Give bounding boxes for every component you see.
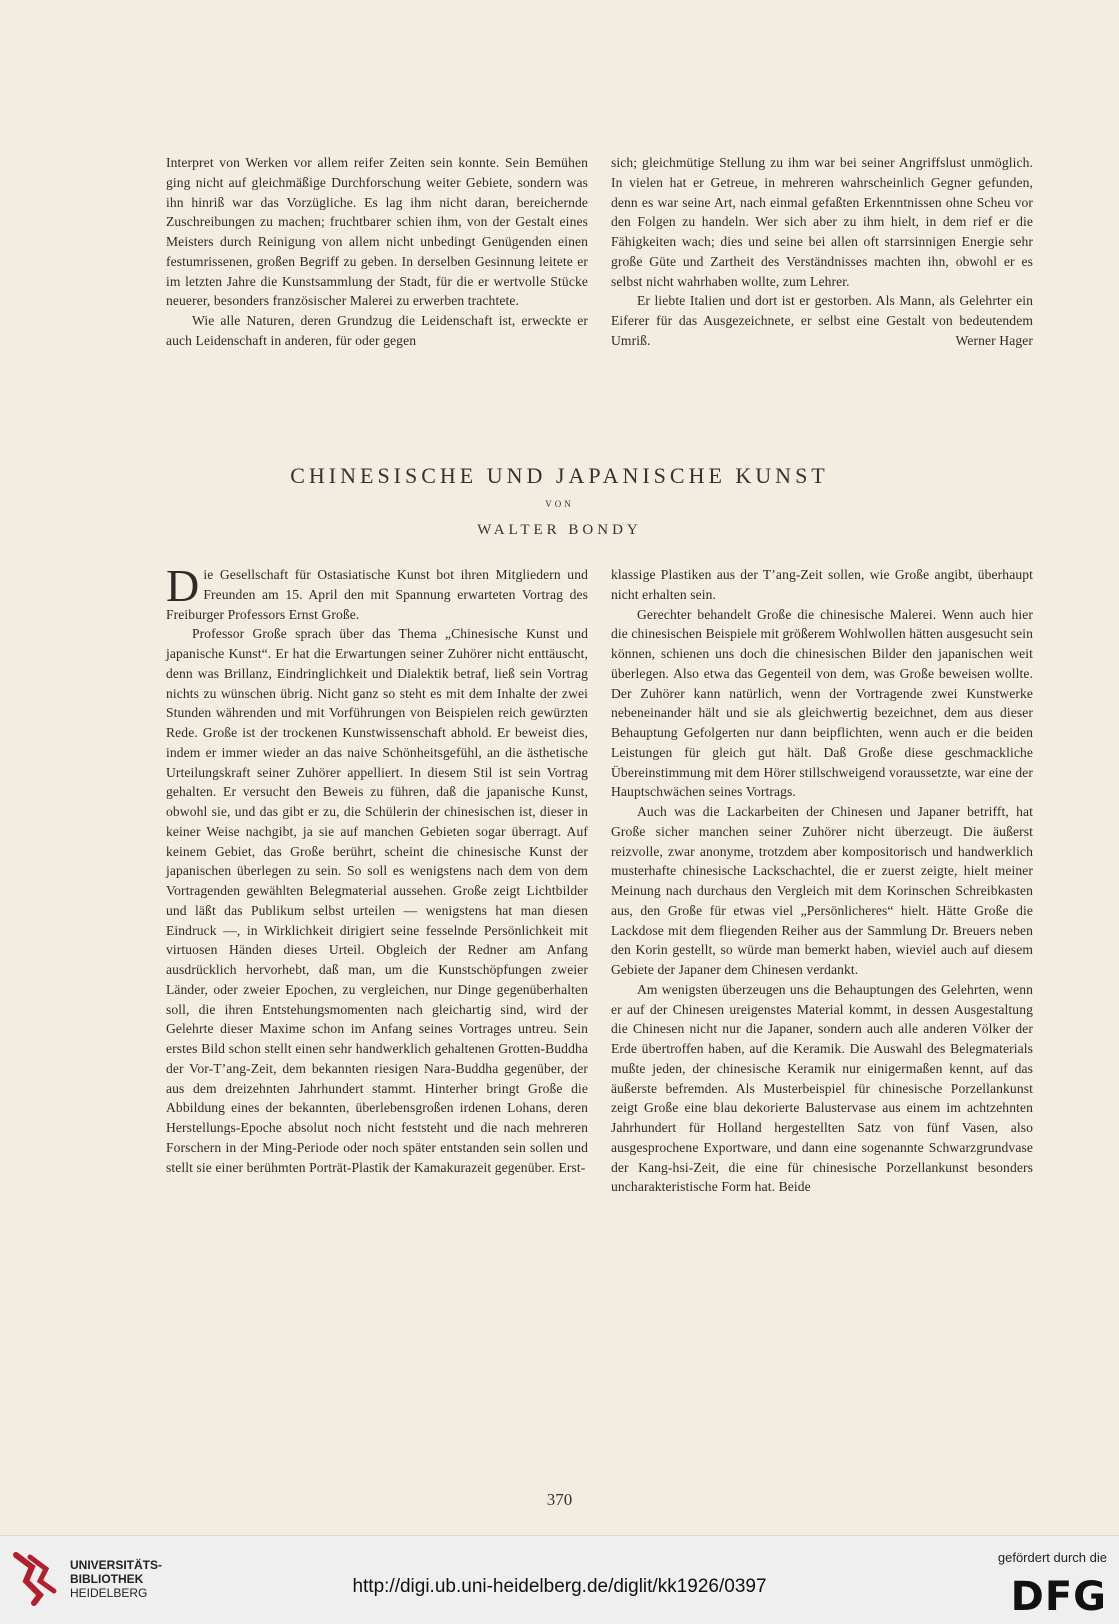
institution-line: HEIDELBERG [70, 1586, 148, 1600]
paragraph [611, 291, 1033, 350]
paragraph: Professor Große sprach über das Thema „Chinesische Kunst und japanische Kunst“. Er hat die Erwartungen seiner Zuhörer nicht enttäuscht, denn was Brillanz, Eindringlichkeit und Dialektik betraf, ließ sein Vortrag nichts zu wünschen übrig. Nicht ganz so steht es mit dem Inhalte der zwei Stunden währenden und mit Vorführungen von Beispielen reich gewürzten Rede. Große ist der trockenen Kunstwissenschaft abhold. Er beweist dies, indem er immer wieder an das naive Schönheitsgefühl, an die ästhetische Urteilungskraft seiner Zuhörer appelliert. In diesem Stil ist sein Vortrag gehalten. Er versucht den Beweis zu führen, daß die japanische Kunst, obwohl sie, und das gibt er zu, die Schülerin der chinesischen ist, dieser in keiner Weise nachgibt, ja sie auf manchen Gebieten sogar überragt. Auf keinem Gebiet, das Große berührt, scheint die chinesische Kunst der japanischen überlegen zu sein. So soll es wenigstens nach dem von dem Vortragenden gewählten Belegmaterial aussehen. Große zeigt Lichtbilder und läßt das Publikum selbst urteilen — wenigstens hat man diesen Eindruck —, in Wirklichkeit dirigiert seine fesselnde Persönlichkeit mit virtuosen Händen dieses Urteil. Obgleich der Redner am Anfang ausdrücklich hervorhebt, daß man, um die Kunstschöpfungen zweier Länder, oder zweier Epochen, zu vergleichen, nur Dinge gegenüberhalten soll, die ihren Entstehungsmomenten nach gleichartig sind, wird der Gelehrte dieser Maxime schon im Anfang seines Vortrages untreu. Sein erstes Bild schon stellt einen sehr handwerklich gehaltenen Grotten-Buddha der Vor-T’ang-Zeit, dem bekannten riesigen Nara-Buddha gegenüber, der aus dem dreizehnten Jahrhundert stammt. Hinterher bringt Große die Abbildung eines der bekannten, überlebensgroßen irdenen Lohans, deren Herstellungs-Epoche absolut noch nicht feststeht und die nach mehreren Forschern in der Ming-Periode oder noch später entstanden sein sollen und stellt sie einer berühmten Porträt-Plastik der Kamakurazeit gegenüber. Erst- [166, 626, 588, 1175]
viewer-footer [0, 1535, 1119, 1624]
paragraph: sich; gleichmütige Stellung zu ihm war bei seiner Angriffslust unmöglich. In vielen hat er Getreue, in mehreren wahrscheinlich Gegner gefunden, denn es war seine Art, nach einmal gefaßten Erkenntnissen ohne Scheu vor den Folgen zu handeln. Wer sich aber zu ihm hielt, in dem rief er die Fähigkeiten wach; dies und seine bei allen oft starrsinnigen Energie sehr große Güte und Zartheit des Verständnisses machten ihn, obwohl er es selbst nicht wahrhaben wollte, zum Lehrer. [611, 155, 1033, 289]
article-right-column [611, 565, 1033, 1197]
paragraph [166, 560, 588, 624]
paragraph-text: Er liebte Italien und dort ist er gestorben. Als Mann, als Gelehrter ein Eiferer für das Ausgezeichnete, er selbst eine Gestalt von bedeutendem Umriß. [611, 293, 1033, 348]
paragraph: Am wenigsten überzeugen uns die Behauptungen des Gelehrten, wenn er auf der Chinesen ureigenstes Material kommt, in dessen Ausgestaltung die Chinesen nicht nur die Japaner, sondern auch alle anderen Völker der Erde übertroffen haben, auf die Keramik. Die Auswahl des Belegmaterials mußte jeden, der chinesische Keramik nur einigermaßen kennt, auf das äußerste befremden. Als Musterbeispiel für chinesische Porzellankunst zeigt Große eine blau dekorierte Balustervase aus einem im achtzehnten Jahrhundert für Holland hergestellten Satz von fünf Vasen, also ausgesprochene Exportware, und dann eine sogenannte Schwarzgrundvase der Kang-hsi-Zeit, die eine für chinesische Porzellankunst besonders uncharakteristische Form hat. Beide [611, 981, 1033, 1195]
institution-line: BIBLIOTHEK [70, 1572, 144, 1586]
paragraph: Interpret von Werken vor allem reifer Zeiten sein konnte. Sein Bemühen ging nicht auf gleichmäßige Durchforschung weiter Gebiete, sondern was ihn hinriß war das Vorzügliche. Es lag ihm nicht daran, bereichernde Zuschreibungen zu machen; fruchtbarer schien ihm, von der Gestalt eines Meisters durch Reinigung von allem nicht unbedingt Genügenden einen festumrissenen, großen Begriff zu geben. In derselben Gesinnung leitete er im letzten Jahre die Kunstsammlung der Stadt, für die er wertvolle Stücke neuerer, besonders französischer Malerei zu erwerben trachtete. [166, 155, 588, 309]
top-left-column [166, 153, 588, 351]
paragraph: klassige Plastiken aus der T’ang-Zeit sollen, wie Große angibt, überhaupt nicht erhalten sein. [611, 567, 1033, 602]
institution-line: UNIVERSITÄTS- [70, 1558, 163, 1572]
article-title: CHINESISCHE UND JAPANISCHE KUNST [290, 463, 829, 488]
byline-von: VON [545, 499, 574, 509]
page-number: 370 [546, 1490, 573, 1509]
drop-cap: D [166, 560, 200, 611]
paragraph: Gerechter behandelt Große die chinesische Malerei. Wenn auch hier die chinesischen Beispiele mit größerem Wohlwollen hätten ausgesucht sein können, schienen uns doch die chinesischen Bilder den japanischen weit überlegen. Also etwa das Gegenteil von dem, was Große beweisen wollte. Der Zuhörer kann natürlich, wenn der Vortragende zwei Kunstwerke nebeneinander hält und sie als gleichwertig bezeichnet, dem aus dieser Behauptung Gefolgerten nur dann beipflichten, wenn auch er die beiden Leistungen für gleich gut hält. Daß Große diese geschmackliche Übereinstimmung mit dem Hörer stillschweigend voraussetzte, war eine der Hauptschwächen seines Vortrags. [611, 606, 1033, 800]
funding-label: gefördert durch die [997, 1550, 1107, 1565]
top-right-column [611, 153, 1033, 351]
permalink-url[interactable]: http://digi.ub.uni-heidelberg.de/diglit/kk1926/0397 [352, 1576, 767, 1597]
author-signature: Werner Hager [955, 332, 1033, 348]
paragraph: Wie alle Naturen, deren Grundzug die Leidenschaft ist, erweckte er auch Leidenschaft in anderen, für oder gegen [166, 313, 588, 348]
article-author: WALTER BONDY [477, 522, 642, 538]
article-left-column [166, 560, 588, 1177]
dfg-logo[interactable]: DFG [1010, 1574, 1107, 1620]
paragraph-text: ie Gesellschaft für Ostasiatische Kunst bot ihren Mitgliedern und Freunden am 15. April den mit Spannung erwarteten Vortrag des Freiburger Professors Ernst Große. [166, 567, 588, 622]
paragraph: Auch was die Lackarbeiten der Chinesen und Japaner betrifft, hat Große sicher manchen seiner Zuhörer nicht überzeugt. Die äußerst reizvolle, zwar anonyme, trotzdem aber kompositorisch und handwerklich musterhafte chinesische Lackschachtel, die er zuerst zeigte, hielt meiner Meinung nach durchaus den Vergleich mit dem Korinschen Schreibkasten aus, den Große für etwas viel „Persönlicheres“ hielt. Hätte Große die Lackdose mit dem fliegenden Reiher aus der Sammlung Dr. Breuers neben den Korin gestellt, so würde man bemerkt haben, wieviel auch auf diesem Gebiete der Japaner dem Chinesen verdankt. [611, 804, 1033, 977]
